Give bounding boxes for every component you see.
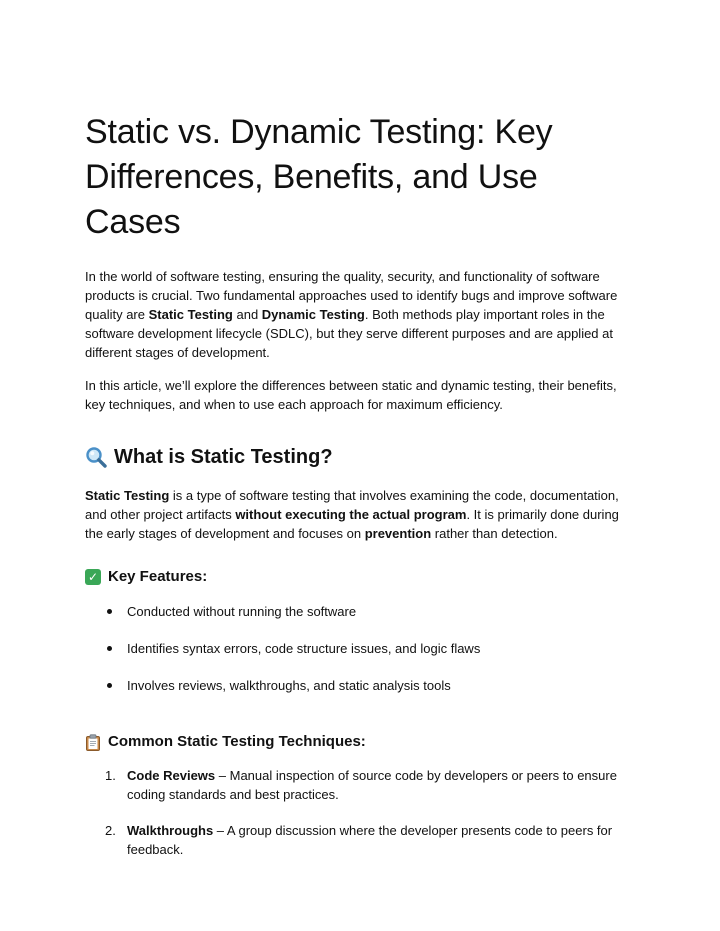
list-item-number: 1.: [105, 768, 116, 783]
static-bold-2: without executing the actual program: [235, 507, 467, 522]
techniques-heading: [85, 732, 635, 752]
technique-title: Walkthroughs: [127, 823, 214, 838]
technique-title: Code Reviews: [127, 768, 216, 783]
clipboard-icon: [85, 734, 101, 751]
static-text-3: rather than detection.: [431, 526, 558, 541]
list-item: [85, 639, 635, 658]
intro-text-2: and: [232, 307, 262, 322]
key-features-list: [85, 602, 635, 695]
static-bold-1: Static Testing: [85, 488, 170, 503]
article-content: [85, 110, 635, 859]
bullet-dot: [107, 609, 112, 614]
technique-description: – Manual inspection of source code by developers or peers to ensure coding standards and best practices.: [127, 768, 617, 802]
list-item-text: Involves reviews, walkthroughs, and static analysis tools: [127, 678, 451, 693]
static-text-2: . It is primarily done during the early stages of development and focuses on: [85, 507, 619, 541]
static-bold-3: prevention: [364, 526, 432, 541]
bullet-dot: [107, 646, 112, 651]
static-text-1: is a type of software testing that involves examining the code, documentation, and other project artifacts: [85, 488, 619, 522]
intro-text-3: . Both methods play important roles in the software development lifecycle (SDLC), but they serve different purposes and are applied at different stages of development.: [85, 307, 613, 360]
list-item-number: 2.: [105, 823, 116, 838]
list-item-text: Identifies syntax errors, code structure issues, and logic flaws: [127, 641, 481, 656]
techniques-heading-label: Common Static Testing Techniques:: [108, 733, 366, 750]
static-testing-heading: [85, 444, 635, 470]
article-scope-paragraph: In this article, we’ll explore the differences between static and dynamic testing, their benefits, key techniques, and when to use each approach for maximum efficiency.: [85, 378, 617, 412]
bullet-dot: [107, 683, 112, 688]
intro-bold-dynamic: Dynamic Testing: [261, 307, 365, 322]
page-title: Static vs. Dynamic Testing: Key Differences, Benefits, and Use Cases: [85, 113, 553, 241]
static-testing-heading-label: What is Static Testing?: [114, 446, 333, 468]
list-item: [85, 676, 635, 695]
intro-text-1: In the world of software testing, ensuring the quality, security, and functionality of software products is crucial. Two fundamental approaches used to identify bugs and improve software quality are: [85, 269, 618, 322]
static-testing-paragraph: [85, 486, 635, 543]
techniques-list: [85, 766, 635, 859]
intro-paragraph: [85, 267, 635, 362]
list-item-text: Conducted without running the software: [127, 604, 357, 619]
key-features-heading: [85, 567, 635, 587]
list-item: [85, 602, 635, 621]
list-item: [85, 821, 635, 859]
intro-bold-static: Static Testing: [148, 307, 233, 322]
magnifying-glass-icon: [85, 446, 107, 468]
technique-description: – A group discussion where the developer presents code to peers for feedback.: [127, 823, 613, 857]
list-item: [85, 766, 635, 804]
key-features-heading-label: Key Features:: [108, 568, 208, 585]
check-mark-icon: ✓: [85, 569, 101, 585]
